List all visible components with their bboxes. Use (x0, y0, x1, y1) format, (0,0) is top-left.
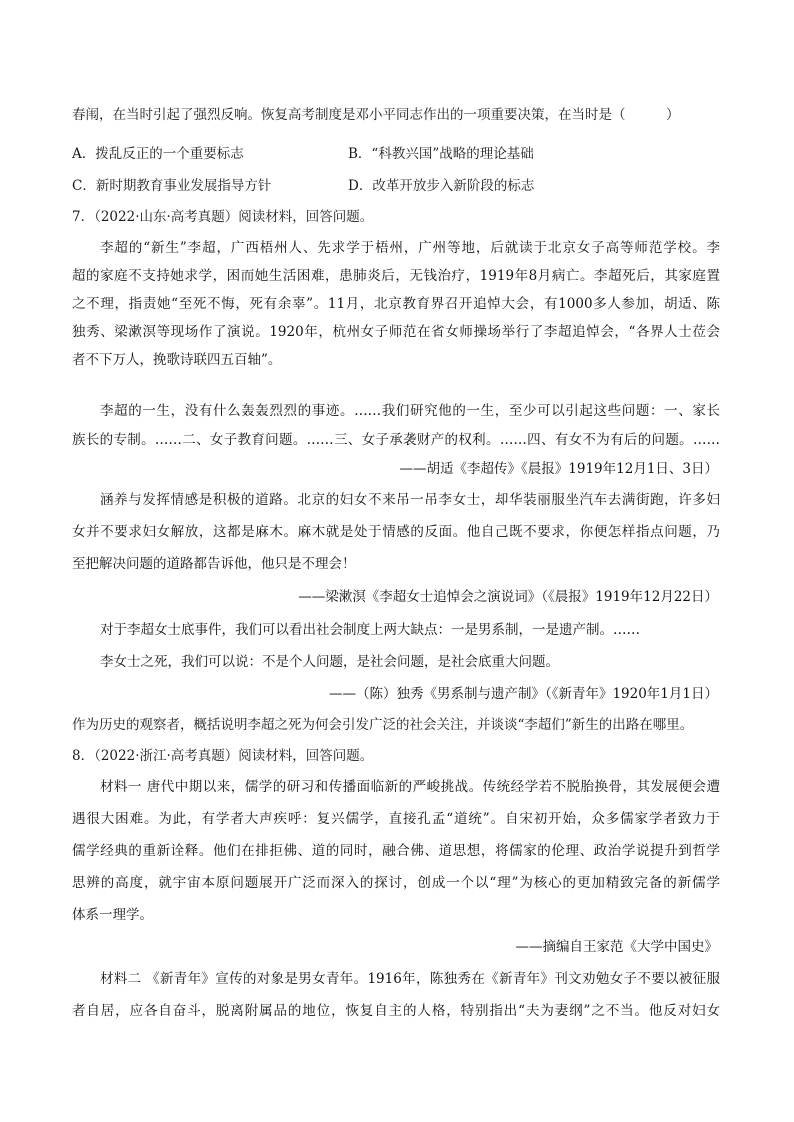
q7-paragraph3-line: 至把解决问题的道路都告诉他，他只是不理会！ (72, 556, 356, 572)
q7-paragraph1-line: 之不理，指责她“至死不悔，死有余辜”。11月，北京教育界召开追悼大会，有1000多人参加，胡适、陈 (72, 296, 720, 312)
q8-material1-line: 材料一 唐代中期以来，儒学的研习和传播面临新的严峻挑战。传统经学若不脱胎换骨，其发展便会遭 (100, 779, 720, 795)
q8-material2-line: 材料二 《新青年》宣传的对象是男女青年。1916年，陈独秀在《新青年》刊文劝勉女子不要以被征服 (100, 971, 720, 987)
q7-stem: 7．（2022·山东·高考真题）阅读材料，回答问题。 (72, 209, 374, 225)
q8-material1-line: 体系一理学。 (72, 907, 153, 923)
q7-paragraph1-line: 者不下万人，挽歌诗联四五百轴”。 (72, 352, 282, 368)
q7-paragraph2-line: 李超的一生，没有什么轰轰烈烈的事迹。……我们研究他的一生，至少可以引起这些问题：一、家长 (100, 403, 720, 419)
q7-paragraph1-line: 李超的“新生”李超，广西梧州人、先求学于梧州，广州等地，后就读于北京女子高等师范学校。李 (100, 240, 720, 256)
q7-paragraph1-line: 超的家庭不支持她求学，困而她生活困难，患肺炎后，无钱治疗，1919年8月病亡。李超死后，其家庭置 (72, 268, 720, 284)
q8-material1-line: 儒学经典的重新诠释。他们在排拒佛、道的同时，融合佛、道思想，将儒家的伦理、政治学说提升到哲学 (72, 843, 720, 859)
q7-source-chen: ——（陈）独秀《男系制与遗产制》（《新青年》1920年1月1日） (328, 686, 718, 702)
q8-stem: 8．（2022·浙江·高考真题）阅读材料，回答问题。 (72, 748, 374, 764)
q7-paragraph3-line: 涵养与发挥情感是积极的道路。北京的妇女不来吊一吊李女士，却华装丽服坐汽车去满街跑，许多妇 (100, 492, 720, 508)
q7-source-liang: ——梁漱溟《李超女士追悼会之演说词》（《晨报》1919年12月22日） (298, 589, 718, 605)
q6-stem-tail: 春闱，在当时引起了强烈反响。恢复高考制度是邓小平同志作出的一项重要决策，在当时是（ ） (72, 107, 680, 123)
q7-paragraph3-line: 女并不要求妇女解放，这都是麻木。麻木就是处于情感的反面。他自己既不要求，你便怎样指点问题，乃 (72, 524, 720, 540)
q6-option-a: A．拨乱反正的一个重要标志 (72, 146, 244, 162)
q7-source-hushi: ——胡适《李超传》《晨报》1919年12月1日、3日） (399, 461, 718, 477)
q8-material2-line: 者自居，应各自奋斗，脱离附属品的地位，恢复自主的人格，特别指出“夫为妻纲”之不当。他反对妇女 (72, 1003, 720, 1019)
q7-paragraph5: 李女士之死，我们可以说：不是个人问题，是社会问题，是社会底重大问题。 (100, 654, 559, 670)
q7-paragraph1-line: 独秀、梁漱溟等现场作了演说。1920年，杭州女子师范在省女师操场举行了李超追悼会，“各界人士莅会 (72, 324, 720, 340)
q6-option-c: C．新时期教育事业发展指导方针 (72, 178, 272, 194)
q8-material1-source: ——摘编自王家范《大学中国史》 (515, 939, 718, 955)
q7-question: 作为历史的观察者，概括说明李超之死为何会引发广泛的社会关注，并谈谈“李超们”新生的出路在哪里。 (72, 717, 694, 733)
q6-option-b: B．“科教兴国”战略的理论基础 (348, 146, 534, 162)
q7-paragraph4: 对于李超女士底事件，我们可以看出社会制度上两大缺点：一是男系制，一是遗产制。…… (100, 622, 640, 638)
q7-paragraph2-line: 族长的专制。……二、女子教育问题。……三、女子承袭财产的权利。……四、有女不为有后的问题。…… (72, 432, 720, 448)
q6-option-d: D．改革开放步入新阶段的标志 (348, 178, 535, 194)
q8-material1-line: 遇很大困难。为此，有学者大声疾呼：复兴儒学，直接孔孟“道统”。自宋初开始，众多儒家学者致力于 (72, 811, 720, 827)
q8-material1-line: 思辨的高度，就宇宙本原问题展开广泛而深入的探讨，创成一个以“理”为核心的更加精致完备的新儒学 (72, 875, 720, 891)
